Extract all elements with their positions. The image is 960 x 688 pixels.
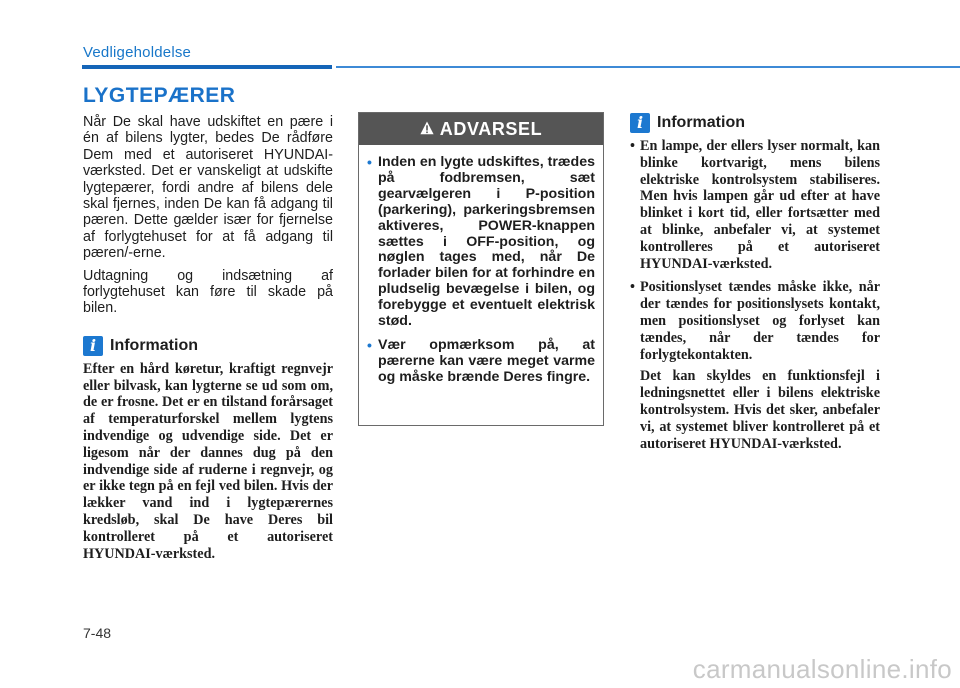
info-list xyxy=(630,138,880,452)
section-label: Vedligeholdelse xyxy=(83,44,192,61)
info-icon: i xyxy=(83,336,103,356)
page-title: LYGTEPÆRER xyxy=(83,84,236,107)
list-item-text: Positionslyset tændes måske ikke, når der tændes for positionslysets kontakt, men positionslyset og forlyset kan tændes, når der tændes for forlygtekontakten. xyxy=(640,279,880,363)
warning-title: ADVARSEL xyxy=(439,118,543,139)
info-icon: i xyxy=(630,113,650,133)
warning-triangle-icon xyxy=(420,121,434,135)
warning-box xyxy=(358,112,604,426)
bullet: • xyxy=(630,279,635,296)
header-rule-dark xyxy=(82,65,332,69)
warning-column xyxy=(358,112,606,426)
page-number: 7-48 xyxy=(83,625,112,641)
warning-item xyxy=(367,338,595,386)
list-item-text: En lampe, der ellers lyser normalt, kan blinke kortvarigt, mens bilens elektriske kontrolsystem stabiliseres. Men hvis lampen går ud efter at have blinket i kort tid, eller fortsætter med at blinke, anbefaler vi, at systemet kontrolleres på et autoriseret HYUNDAI-værksted. xyxy=(640,138,880,272)
bullet: • xyxy=(630,138,635,154)
header-rule-light xyxy=(336,66,960,68)
right-column xyxy=(630,112,880,459)
list-item-text: Det kan skyldes en funktionsfejl i ledningsnettet eller i bilens elektriske kontrolsystem. Hvis det sker, anbefaler vi, at systemet bliver kontrolleret på et autoriseret HYUNDAI-værksted. xyxy=(640,368,880,452)
intro-paragraph: Når De skal have udskiftet en pære i én af bilens lygter, bedes De rådføre Dem med et autoriseret HYUNDAI-værksted. Det er vanskeligt at udskifte lygtepærer, fordi andre af bilens dele skal fjernes, inden De kan få adgang til pæren. Dette gælder især for fjernelse af forlygtehuset for at få adgang til pæren/-erne. xyxy=(83,114,333,262)
info-text: Efter en hård køretur, kraftigt regnvejr eller bilvask, kan lygterne se ud som om, de er frosne. Det er en tilstand forårsaget af temperaturforskel mellem lygtens indvendige og udvendige side. Det er ligesom når der dannes dug på den indvendige side af ruderne i regnvejr, og er ikke tegn på en fejl ved bilen. Hvis der lækker vand ind i lygtepærernes kredsløb, skal De have Deres bil kontrolleret på et autoriseret HYUNDAI-værksted. xyxy=(83,360,333,562)
warning-list xyxy=(359,155,603,386)
warning-item-text: Inden en lygte udskiftes, trædes på fodbremsen, sæt gearvælgeren i P-position (parkering), parkeringsbremsen aktiveres, POWER-knappen sættes i OFF-position, og nøglen tages med, når De forlader bilen for at forhindre en pludselig bevægelse i bilen, og forebygge et eventuelt elektrisk stød. xyxy=(378,154,595,330)
warning-item-text: Vær opmærksom på, at pærerne kan være meget varme og måske brænde Deres fingre. xyxy=(378,336,595,385)
info-title: Information xyxy=(657,114,745,131)
info-heading xyxy=(630,112,880,134)
caution-paragraph: Udtagning og indsætning af forlygtehuset kan føre til skade på bilen. xyxy=(83,267,333,317)
info-heading xyxy=(83,335,333,357)
list-item xyxy=(630,138,880,272)
info-title: Information xyxy=(110,336,198,354)
list-item xyxy=(630,279,880,452)
warning-header xyxy=(359,113,603,145)
bullet: • xyxy=(367,154,372,170)
left-column xyxy=(83,114,333,562)
watermark: carmanualsonline.info xyxy=(692,654,952,684)
bullet: • xyxy=(367,336,372,353)
warning-item xyxy=(367,155,595,330)
